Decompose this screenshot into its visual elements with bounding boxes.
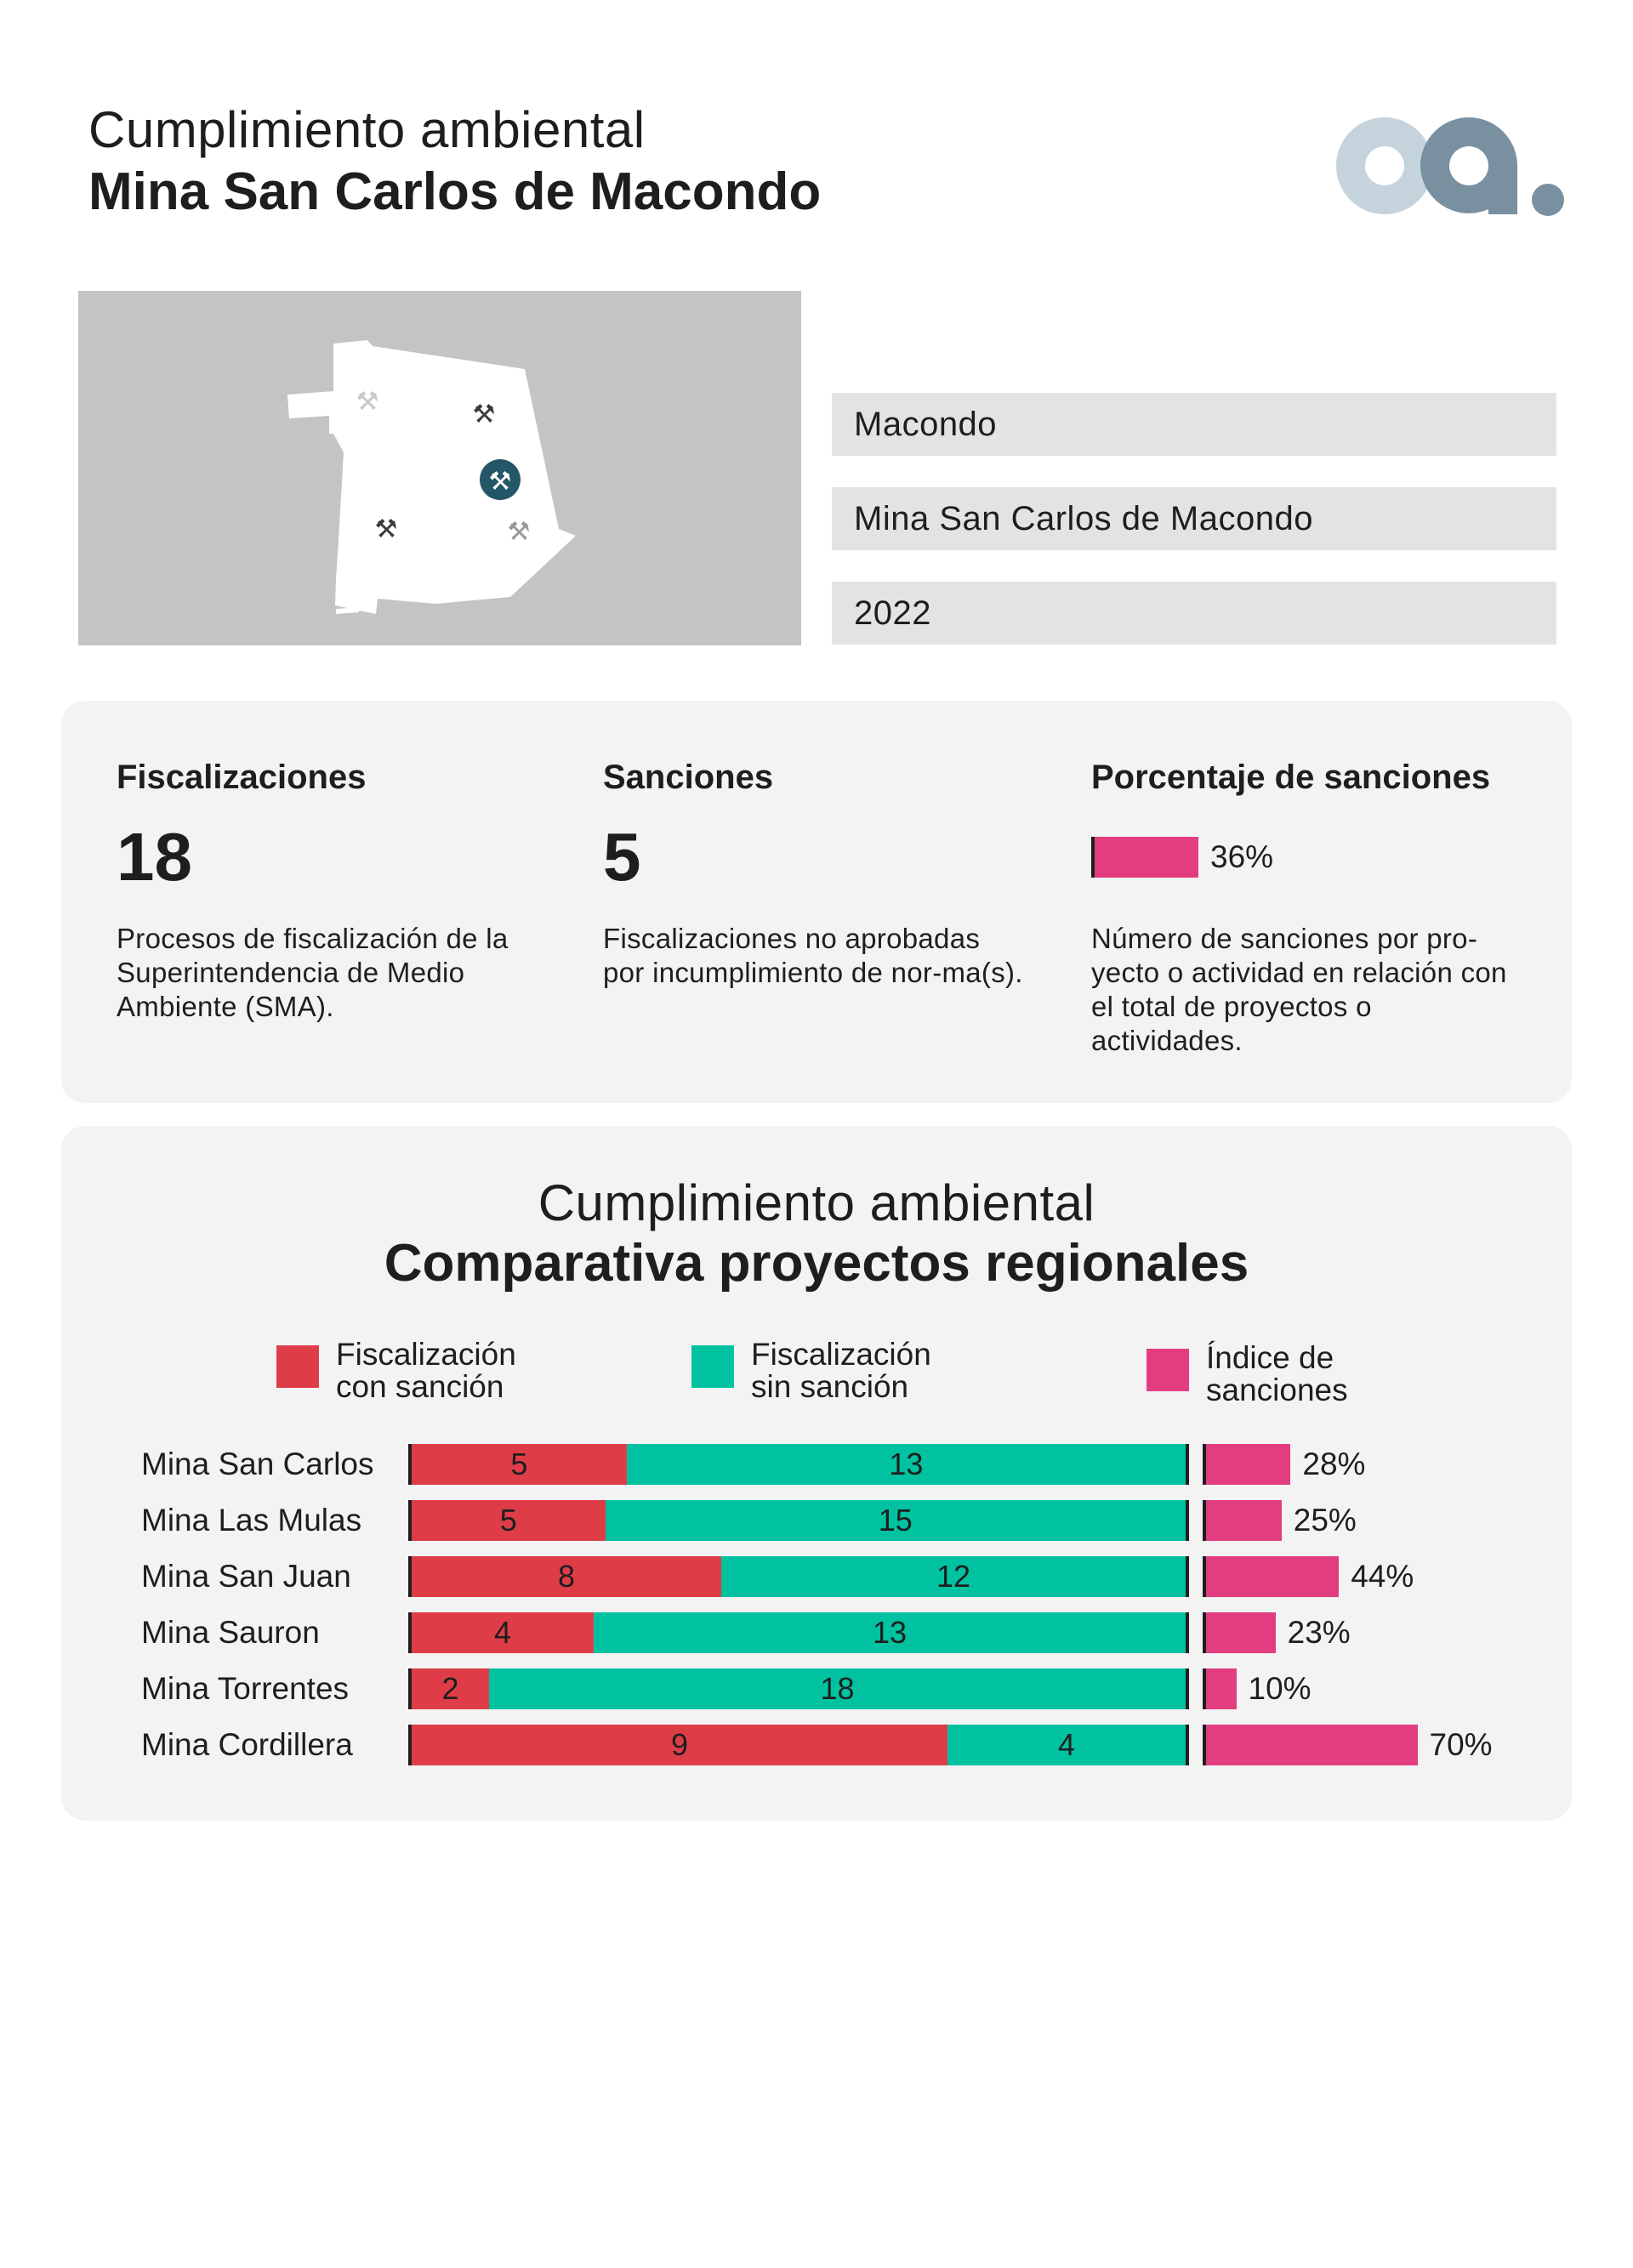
legend-label: Índice de sanciones <box>1206 1340 1348 1407</box>
stat-label: Sanciones <box>603 759 774 796</box>
legend-label: Fiscalización sin sanción <box>751 1337 931 1404</box>
svg-text:⚒: ⚒ <box>507 517 531 547</box>
index-value: 70% <box>1429 1727 1493 1762</box>
stat-description: Número de sanciones por pro-yecto o actividad en relación con el total de proyectos o actividades. <box>1091 923 1507 1056</box>
row-label: Mina Las Mulas <box>141 1503 362 1538</box>
bar-segment-sin-sancion: 13 <box>627 1444 1186 1485</box>
stat-label: Porcentaje de sanciones <box>1091 759 1491 796</box>
axis-tick <box>1186 1725 1189 1765</box>
axis-tick <box>1186 1612 1189 1653</box>
stat-value: 18 <box>117 819 192 895</box>
stats-panel <box>61 701 1572 1103</box>
bar-segment-con-sancion: 8 <box>412 1556 721 1597</box>
row-label: Mina Cordillera <box>141 1727 353 1762</box>
index-bar <box>1206 1612 1276 1653</box>
project-field: Mina San Carlos de Macondo <box>832 487 1556 550</box>
bar-segment-sin-sancion: 13 <box>594 1612 1186 1653</box>
index-value: 10% <box>1248 1671 1312 1706</box>
index-bar <box>1206 1668 1237 1709</box>
bar-segment-con-sancion: 5 <box>412 1500 606 1541</box>
index-bar <box>1206 1725 1418 1765</box>
bar-segment-sin-sancion: 18 <box>489 1668 1186 1709</box>
stat-description: Procesos de fiscalización de la Superintendencia de Medio Ambiente (SMA). <box>117 923 509 1022</box>
stat-label: Fiscalizaciones <box>117 759 367 796</box>
index-value: 23% <box>1287 1615 1351 1650</box>
index-bar <box>1206 1556 1339 1597</box>
legend-swatch <box>276 1345 319 1388</box>
oa-logo-icon <box>1335 111 1565 221</box>
region-shape <box>287 340 576 614</box>
percentage-value: 36% <box>1210 839 1274 874</box>
index-bar <box>1206 1444 1290 1485</box>
row-label: Mina Sauron <box>141 1615 320 1650</box>
svg-text:⚒: ⚒ <box>472 400 496 429</box>
axis-tick <box>1186 1668 1189 1709</box>
bar-segment-con-sancion: 4 <box>412 1612 594 1653</box>
bar-segment-sin-sancion: 12 <box>721 1556 1186 1597</box>
index-bar <box>1206 1500 1282 1541</box>
stat-value: 5 <box>603 819 641 895</box>
legend-swatch <box>1147 1349 1189 1391</box>
bar-segment-con-sancion: 5 <box>412 1444 627 1485</box>
svg-text:⚒: ⚒ <box>488 467 512 497</box>
comparison-subtitle: Cumplimiento ambiental <box>538 1174 1095 1231</box>
bar-segment-con-sancion: 9 <box>412 1725 947 1765</box>
comparison-panel <box>61 1126 1572 1821</box>
page-title: Mina San Carlos de Macondo <box>88 162 822 221</box>
row-label: Mina San Juan <box>141 1559 351 1594</box>
bar-segment-sin-sancion: 15 <box>606 1500 1186 1541</box>
header-subtitle: Cumplimiento ambiental <box>88 101 646 158</box>
region-field: Macondo <box>832 393 1556 456</box>
stat-description: Fiscalizaciones no aprobadas por incumplimiento de nor-ma(s). <box>603 923 1023 988</box>
index-value: 25% <box>1293 1503 1357 1538</box>
bar-segment-sin-sancion: 4 <box>947 1725 1186 1765</box>
index-value: 28% <box>1302 1447 1366 1481</box>
bar-segment-con-sancion: 2 <box>412 1668 489 1709</box>
location-map <box>78 291 801 645</box>
svg-text:⚒: ⚒ <box>356 387 379 417</box>
year-field: 2022 <box>832 582 1556 645</box>
row-label: Mina San Carlos <box>141 1447 374 1481</box>
legend-swatch <box>691 1345 734 1388</box>
percentage-bar <box>1091 837 1198 878</box>
index-value: 44% <box>1351 1559 1414 1594</box>
legend-label: Fiscalización con sanción <box>336 1337 516 1404</box>
row-label: Mina Torrentes <box>141 1671 350 1706</box>
axis-tick <box>1186 1500 1189 1541</box>
svg-text:⚒: ⚒ <box>374 514 398 544</box>
comparison-title: Comparativa proyectos regionales <box>384 1234 1249 1293</box>
axis-tick <box>1186 1444 1189 1485</box>
axis-tick <box>1186 1556 1189 1597</box>
